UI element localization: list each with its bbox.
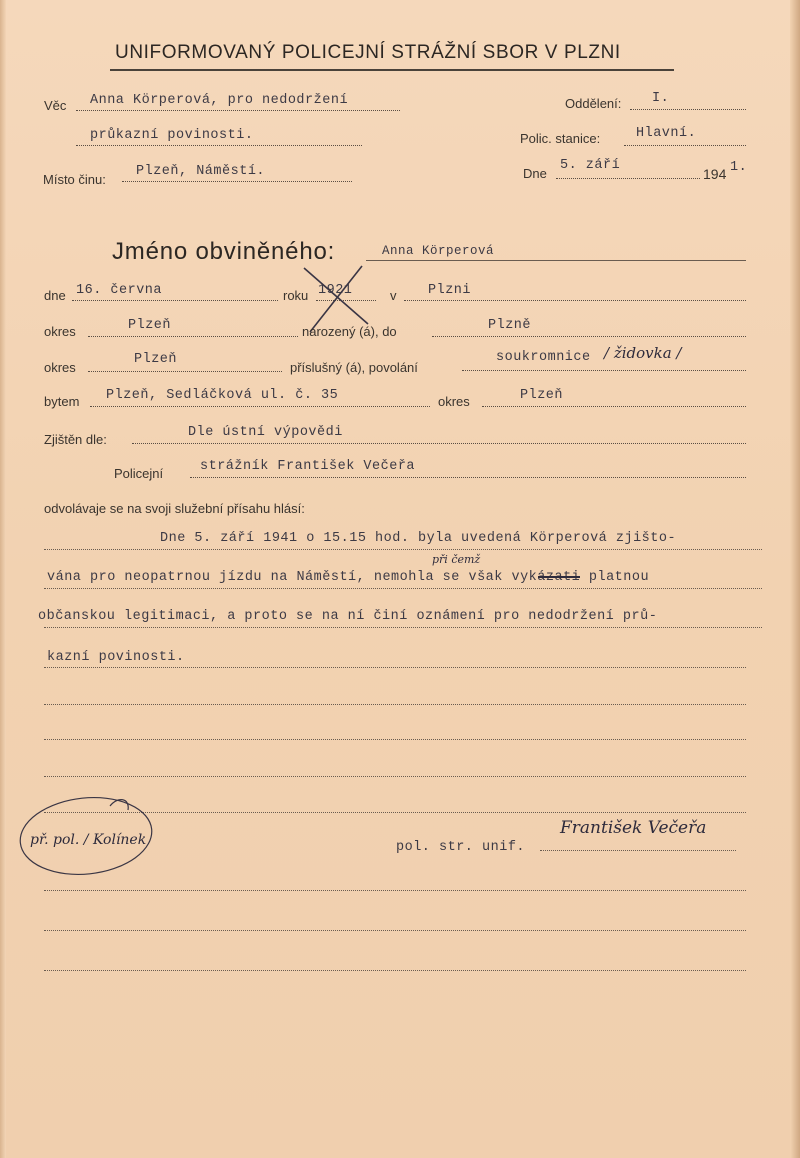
vec-value-line2: průkazní povinosti. <box>90 128 254 143</box>
zjisten-value: Dle ústní výpovědi <box>188 425 343 440</box>
report-line-3: občanskou legitimaci, a proto se na ní činí oznámení pro nedodržení prů- <box>38 609 658 624</box>
okres2-label: okres <box>44 360 76 375</box>
signature-name-handwritten: František Večeřa <box>560 818 707 838</box>
v-dotted-line <box>404 300 746 301</box>
policejni-label: Policejní <box>114 466 164 481</box>
dne-label: dne <box>44 288 66 303</box>
zjisten-label: Zjištěn dle: <box>44 432 107 447</box>
bytem-okres-label: okres <box>438 394 470 409</box>
oddeleni-label: Oddělení: <box>565 96 622 111</box>
empty-rule-11 <box>44 970 746 971</box>
obvineny-line <box>366 260 746 261</box>
vec-value-line1: Anna Körperová, pro nedodržení <box>90 93 349 108</box>
v-value: Plzni <box>428 283 472 298</box>
okres2-value: Plzeň <box>134 352 178 367</box>
report-line-1: Dne 5. září 1941 o 15.15 hod. byla uvedená Körperová zjišto- <box>160 531 677 546</box>
dne-value: 16. června <box>76 283 163 298</box>
empty-rule-10 <box>44 930 746 931</box>
vec-dotted-line2 <box>76 145 362 146</box>
report-rule-3 <box>44 627 762 628</box>
povolani-value: soukromnice <box>496 350 591 365</box>
v-label: v <box>390 288 397 303</box>
oddeleni-value: I. <box>652 91 670 106</box>
narozeny-value: Plzně <box>488 318 532 333</box>
obvineny-value: Anna Körperová <box>382 244 495 258</box>
policejni-dotted-line <box>190 477 746 478</box>
vec-dotted-line1 <box>76 110 400 111</box>
stanice-dotted-line <box>624 145 746 146</box>
report-insert-handwritten: při čemž <box>432 553 481 566</box>
dne-dotted-line <box>72 300 278 301</box>
stanice-value: Hlavní. <box>636 126 697 141</box>
stanice-label: Polic. stanice: <box>520 131 601 146</box>
signature-line <box>540 850 736 851</box>
paper-edge-right <box>790 0 800 1158</box>
document-title: UNIFORMOVANÝ POLICEJNÍ STRÁŽNÍ SBOR V PLZNI <box>115 42 621 63</box>
paper-edge-left <box>0 0 6 1158</box>
povolani-handwritten: / židovka / <box>604 344 682 362</box>
datum-year-prefix: 194 <box>703 166 727 182</box>
bytem-okres-dotted-line <box>482 406 746 407</box>
signature-role: pol. str. unif. <box>396 840 526 855</box>
roku-value: 1921 <box>318 283 353 298</box>
okres1-value: Plzeň <box>128 318 172 333</box>
empty-rule-5 <box>44 704 746 705</box>
report-line-2: vána pro neopatrnou jízdu na Náměstí, nemohla se však vykázati platnou <box>47 570 650 585</box>
roku-label: roku <box>283 288 309 303</box>
report-rule-4 <box>44 667 746 668</box>
title-underline <box>110 69 674 71</box>
obvineny-heading: Jméno obviněného: <box>112 238 336 265</box>
misto-label: Místo činu: <box>43 172 106 187</box>
empty-rule-6 <box>44 739 746 740</box>
bytem-value: Plzeň, Sedláčková ul. č. 35 <box>106 388 339 403</box>
strikeout-mark <box>538 576 580 578</box>
narozeny-dotted-line <box>432 336 746 337</box>
report-line-4: kazní povinosti. <box>47 650 185 665</box>
report-rule-2 <box>44 588 762 589</box>
zjisten-dotted-line <box>132 443 746 444</box>
bytem-okres-value: Plzeň <box>520 388 564 403</box>
signature-left-handwritten: př. pol. / Kolínek <box>30 832 147 848</box>
vec-label: Věc <box>44 98 67 113</box>
oddeleni-dotted-line <box>630 109 746 110</box>
bytem-label: bytem <box>44 394 80 409</box>
policejni-value: strážník František Večeřa <box>200 459 416 474</box>
prislusny-label: příslušný (á), povolání <box>290 360 418 375</box>
datum-value: 5. září <box>560 158 621 173</box>
empty-rule-9 <box>44 890 746 891</box>
misto-dotted-line <box>122 181 352 182</box>
empty-rule-7 <box>44 776 746 777</box>
datum-label: Dne <box>523 166 547 181</box>
report-intro: odvolávaje se na svoji služební přísahu hlásí: <box>44 501 305 516</box>
bytem-dotted-line <box>90 406 430 407</box>
okres2-dotted-line <box>88 371 282 372</box>
misto-value: Plzeň, Náměstí. <box>136 164 266 179</box>
okres1-dotted-line <box>88 336 298 337</box>
datum-dotted-line <box>556 178 700 179</box>
okres1-label: okres <box>44 324 76 339</box>
datum-year-suffix: 1. <box>730 160 748 175</box>
narozeny-label: narozený (á), do <box>302 324 397 339</box>
report-rule-1 <box>44 549 762 550</box>
povolani-dotted-line <box>462 370 746 371</box>
